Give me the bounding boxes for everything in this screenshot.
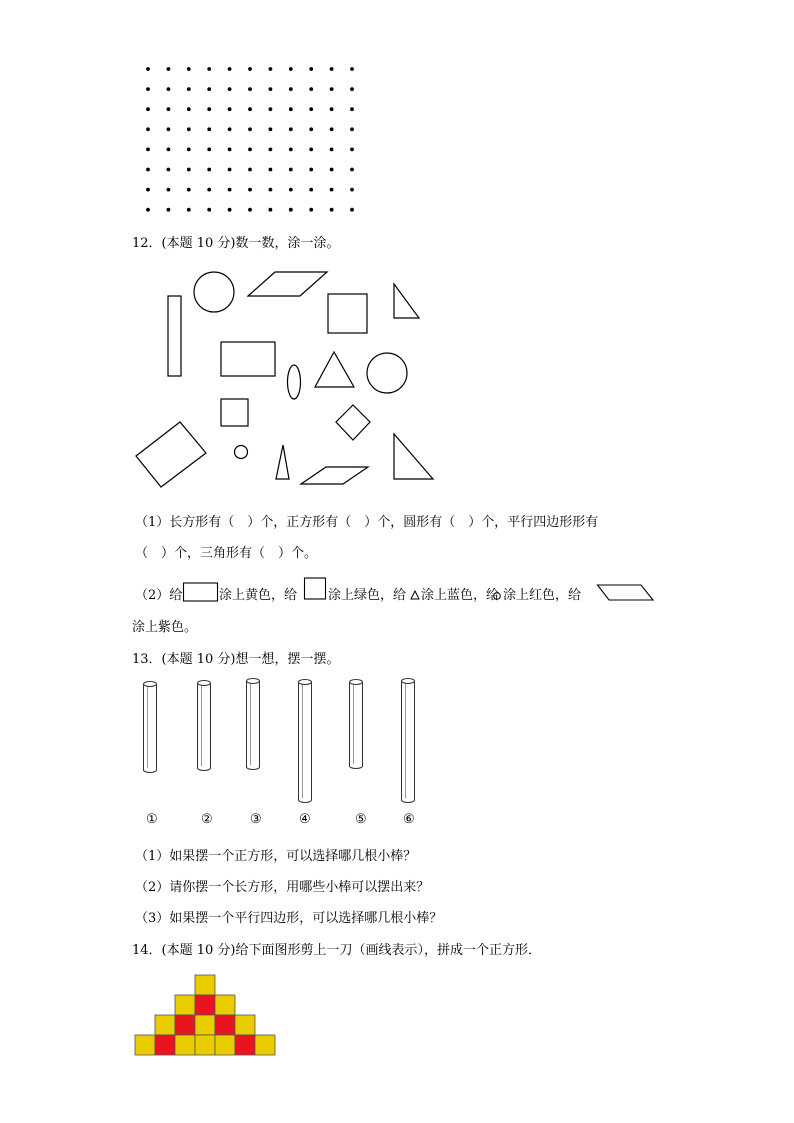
yellow-block <box>195 1015 215 1035</box>
red-block <box>235 1035 255 1055</box>
yellow-block <box>215 995 235 1015</box>
q12-part2-e: 涂上红色，给 <box>503 588 582 603</box>
yellow-block <box>175 1035 195 1055</box>
q12-part2-f: 涂上紫色。 <box>132 620 198 635</box>
q12-part1-line1: （1）长方形有（ ）个，正方形有（ ）个，圆形有（ ）个，平行四边形形有 <box>135 515 599 530</box>
stick-label-5: ⑤ <box>355 812 367 827</box>
stick-label-6: ⑥ <box>403 812 415 827</box>
stick-label-3: ③ <box>250 812 262 827</box>
yellow-block <box>195 975 215 995</box>
red-block <box>215 1015 235 1035</box>
q12-part2-c: 涂上绿色，给 <box>328 588 407 603</box>
red-block <box>155 1035 175 1055</box>
stick-label-2: ② <box>201 812 213 827</box>
stick-label-4: ④ <box>299 812 311 827</box>
q13-question-3: （3）如果摆一个平行四边形，可以选择哪几根小棒？ <box>135 911 443 926</box>
red-block <box>175 1015 195 1035</box>
yellow-block <box>255 1035 275 1055</box>
q13-question-1: （1）如果摆一个正方形，可以选择哪几根小棒？ <box>135 849 417 864</box>
q12-title: 12．(本题 10 分)数一数，涂一涂。 <box>132 236 340 251</box>
yellow-block <box>195 1035 215 1055</box>
yellow-block <box>175 995 195 1015</box>
yellow-block <box>235 1015 255 1035</box>
yellow-block <box>155 1015 175 1035</box>
yellow-block <box>135 1035 155 1055</box>
yellow-block <box>215 1035 235 1055</box>
q14-title: 14．(本题 10 分)给下面图形剪上一刀（画线表示），拼成一个正方形． <box>132 943 541 958</box>
q12-part2-b: 涂上黄色，给 <box>219 588 298 603</box>
q12-part2-d: 涂上蓝色，给 <box>421 588 500 603</box>
q12-part1-line2: （ ）个，三角形有（ ）个。 <box>135 546 318 561</box>
stick-label-1: ① <box>146 812 158 827</box>
q12-part2-a: （2）给 <box>135 588 183 603</box>
red-block <box>195 995 215 1015</box>
q13-question-2: （2）请你摆一个长方形，用哪些小棒可以摆出来？ <box>135 880 430 895</box>
q13-title: 13．(本题 10 分)想一想，摆一摆。 <box>132 652 340 667</box>
